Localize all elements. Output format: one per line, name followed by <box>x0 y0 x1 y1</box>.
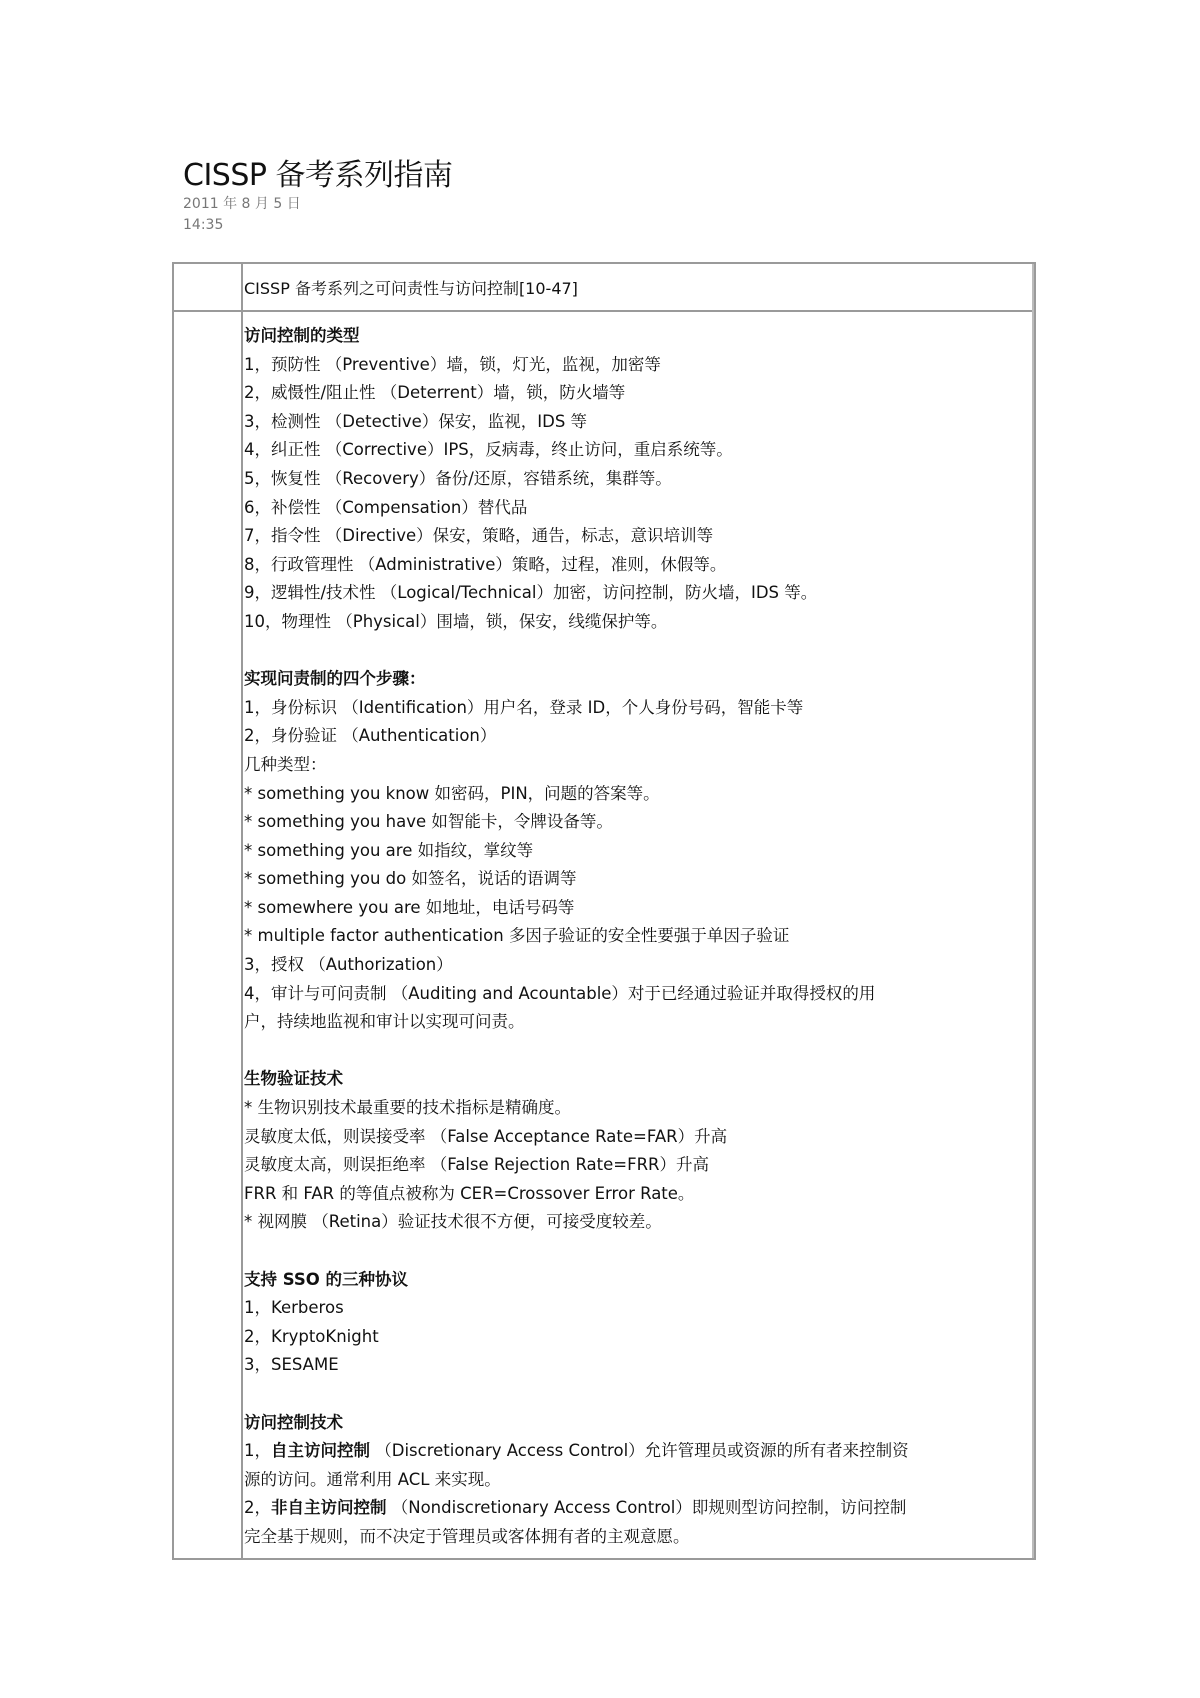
list-item: 灵敏度太低，则误接受率 （False Acceptance Rate=FAR）升高 <box>244 1126 728 1146</box>
list-item: 7，指令性 （Directive）保安，策略，通告，标志，意识培训等 <box>244 526 714 546</box>
item-description: （Discretionary Access Control）允许管理员或资源的所有者来控制资 <box>370 1441 909 1461</box>
item-term: 非自主访问控制 <box>271 1498 387 1518</box>
note-time: 14:35 <box>183 217 224 233</box>
list-item: 3，授权 （Authorization） <box>244 955 453 975</box>
list-item: 1，Kerberos <box>244 1298 344 1318</box>
item-description: （Nondiscretionary Access Control）即规则型访问控制，访问控制 <box>386 1498 907 1518</box>
list-item: 1，身份标识 （Identification）用户名，登录 ID，个人身份号码，智能卡等 <box>244 697 804 717</box>
list-item <box>244 1437 1029 1466</box>
list-item: 2，身份验证 （Authentication） <box>244 726 497 746</box>
section-heading: 生物验证技术 <box>244 1069 343 1089</box>
list-item: 灵敏度太高，则误拒绝率 （False Rejection Rate=FRR）升高 <box>244 1155 710 1175</box>
section-heading: 访问控制技术 <box>244 1412 343 1432</box>
section-spacer <box>244 1237 1029 1266</box>
list-item: 4，纠正性 （Corrective）IPS，反病毒，终止访问，重启系统等。 <box>244 440 733 460</box>
row-divider <box>174 310 1034 312</box>
list-item: 户，持续地监视和审计以实现可问责。 <box>244 1012 525 1032</box>
section-heading: 访问控制的类型 <box>244 326 360 345</box>
list-item-continuation: 源的访问。通常利用 ACL 来实现。 <box>244 1469 501 1489</box>
list-item: 1，预防性 （Preventive）墙，锁，灯光，监视，加密等 <box>244 354 661 374</box>
content-table <box>172 262 1036 1560</box>
section-heading: 支持 SSO 的三种协议 <box>244 1269 409 1289</box>
content-cell <box>244 322 1029 1552</box>
list-item: 几种类型： <box>244 754 327 774</box>
item-prefix: 2， <box>244 1498 271 1518</box>
list-item: 3，检测性 （Detective）保安，监视，IDS 等 <box>244 411 588 431</box>
list-item: * something you do 如签名，说话的语调等 <box>244 869 577 889</box>
column-divider <box>241 264 243 1558</box>
list-item: * multiple factor authentication 多因子验证的安全性要强于单因子验证 <box>244 926 790 946</box>
section-spacer <box>244 1380 1029 1409</box>
section-spacer <box>244 1037 1029 1066</box>
list-item: 2，KryptoKnight <box>244 1326 379 1346</box>
list-item: 10，物理性 （Physical）围墙，锁，保安，线缆保护等。 <box>244 611 668 631</box>
list-item: * something you know 如密码，PIN，问题的答案等。 <box>244 783 660 803</box>
list-item: 6，补偿性 （Compensation）替代品 <box>244 497 528 517</box>
list-item <box>244 1494 1029 1523</box>
right-border <box>1032 264 1034 1558</box>
section-spacer <box>244 637 1029 666</box>
list-item: * somewhere you are 如地址，电话号码等 <box>244 897 575 917</box>
section-heading: 实现问责制的四个步骤： <box>244 669 426 689</box>
list-item-continuation: 完全基于规则，而不决定于管理员或客体拥有者的主观意愿。 <box>244 1526 690 1546</box>
note-date: 2011 年 8 月 5 日 <box>183 196 301 212</box>
list-item: 3，SESAME <box>244 1355 339 1375</box>
list-item: 2，威慑性/阻止性 （Deterrent）墙，锁，防火墙等 <box>244 383 626 403</box>
list-item: 9，逻辑性/技术性 （Logical/Technical）加密，访问控制，防火墙，IDS 等。 <box>244 583 818 603</box>
list-item: 8，行政管理性 （Administrative）策略，过程，准则，休假等。 <box>244 554 727 574</box>
item-term: 自主访问控制 <box>271 1441 370 1461</box>
list-item: * 视网膜 （Retina）验证技术很不方便，可接受度较差。 <box>244 1212 662 1232</box>
list-item: FRR 和 FAR 的等值点被称为 CER=Crossover Error Rate。 <box>244 1183 695 1203</box>
list-item: 4，审计与可问责制 （Auditing and Acountable）对于已经通过验证并取得授权的用 <box>244 983 876 1003</box>
list-item: * something you are 如指纹，掌纹等 <box>244 840 534 860</box>
list-item: * 生物识别技术最重要的技术指标是精确度。 <box>244 1098 571 1118</box>
table-header-text: CISSP 备考系列之可问责性与访问控制[10-47] <box>244 279 578 298</box>
page-title: CISSP 备考系列指南 <box>183 158 453 193</box>
item-prefix: 1， <box>244 1441 271 1461</box>
list-item: * something you have 如智能卡，令牌设备等。 <box>244 812 613 832</box>
list-item: 5，恢复性 （Recovery）备份/还原，容错系统，集群等。 <box>244 468 672 488</box>
